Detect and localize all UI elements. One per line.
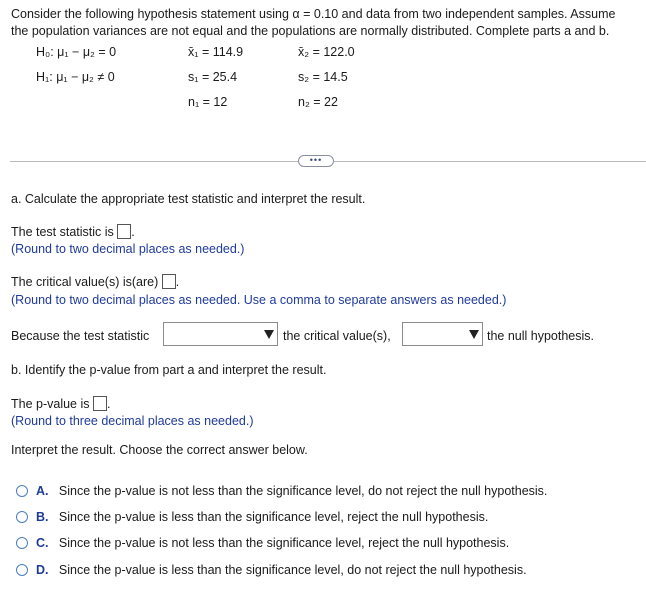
part-a-heading: a. Calculate the appropriate test statistic and interpret the result. [11, 192, 366, 206]
option-a[interactable] [36, 484, 547, 498]
option-d[interactable] [36, 563, 527, 577]
test-statistic-row: The test statistic is . [11, 225, 135, 239]
critical-value-row: The critical value(s) is(are) . [11, 275, 180, 289]
option-b-text: Since the p-value is less than the significance level, reject the null hypothesis. [58, 510, 489, 524]
p-value-input[interactable] [93, 396, 107, 411]
interpret-label: Interpret the result. Choose the correct answer below. [11, 443, 308, 457]
intro-line-1: Consider the following hypothesis statement using α = 0.10 and data from two independent samples. Assume [11, 7, 616, 21]
critical-value-hint: (Round to two decimal places as needed. Use a comma to separate answers as needed.) [11, 293, 507, 307]
intro-line-2: the population variances are not equal and the populations are normally distributed. Complete parts a and b. [11, 24, 610, 38]
null-hypothesis: H₀: μ₁ − μ₂ = 0 [36, 45, 117, 59]
because-label: Because the test statistic [11, 329, 150, 343]
chevron-down-icon [264, 330, 274, 339]
option-b-radio[interactable] [16, 511, 28, 523]
sample2-sd: s₂ = 14.5 [298, 70, 348, 84]
sample2-mean: x̄₂ = 122.0 [298, 45, 355, 59]
null-hypothesis-label: the null hypothesis. [487, 329, 595, 343]
test-statistic-hint: (Round to two decimal places as needed.) [11, 242, 245, 256]
p-value-hint: (Round to three decimal places as needed.) [11, 414, 254, 428]
option-d-radio[interactable] [16, 564, 28, 576]
option-b-letter: B. [36, 510, 49, 524]
comparison-dropdown[interactable] [163, 322, 278, 346]
option-c-radio[interactable] [16, 537, 28, 549]
option-c-letter: C. [36, 536, 49, 550]
chevron-down-icon [469, 330, 479, 339]
critical-value-input[interactable] [162, 274, 176, 289]
critical-value-label: The critical value(s) is(are) [11, 275, 159, 289]
option-c[interactable] [36, 536, 509, 550]
test-statistic-label: The test statistic is [11, 225, 114, 239]
option-a-text: Since the p-value is not less than the significance level, do not reject the null hypothesis. [58, 484, 548, 498]
option-b[interactable] [36, 510, 488, 524]
option-d-text: Since the p-value is less than the significance level, do not reject the null hypothesis. [58, 563, 527, 577]
critical-mid-label: the critical value(s), [283, 329, 391, 343]
p-value-label: The p-value is [11, 397, 90, 411]
sample2-n: n₂ = 22 [298, 95, 338, 109]
option-a-letter: A. [36, 484, 49, 498]
decision-dropdown[interactable] [402, 322, 483, 346]
alt-hypothesis: H₁: μ₁ − μ₂ ≠ 0 [36, 70, 115, 84]
intro-text [11, 6, 615, 40]
option-a-radio[interactable] [16, 485, 28, 497]
expand-more-button[interactable]: ••• [298, 155, 334, 167]
sample1-sd: s₁ = 25.4 [188, 70, 238, 84]
sample1-mean: x̄₁ = 114.9 [188, 45, 244, 59]
part-b-heading: b. Identify the p-value from part a and interpret the result. [11, 363, 327, 377]
option-c-text: Since the p-value is not less than the significance level, reject the null hypothesis. [58, 536, 510, 550]
test-statistic-input[interactable] [117, 224, 131, 239]
p-value-row: The p-value is . [11, 397, 111, 411]
sample1-n: n₁ = 12 [188, 95, 228, 109]
option-d-letter: D. [36, 563, 49, 577]
